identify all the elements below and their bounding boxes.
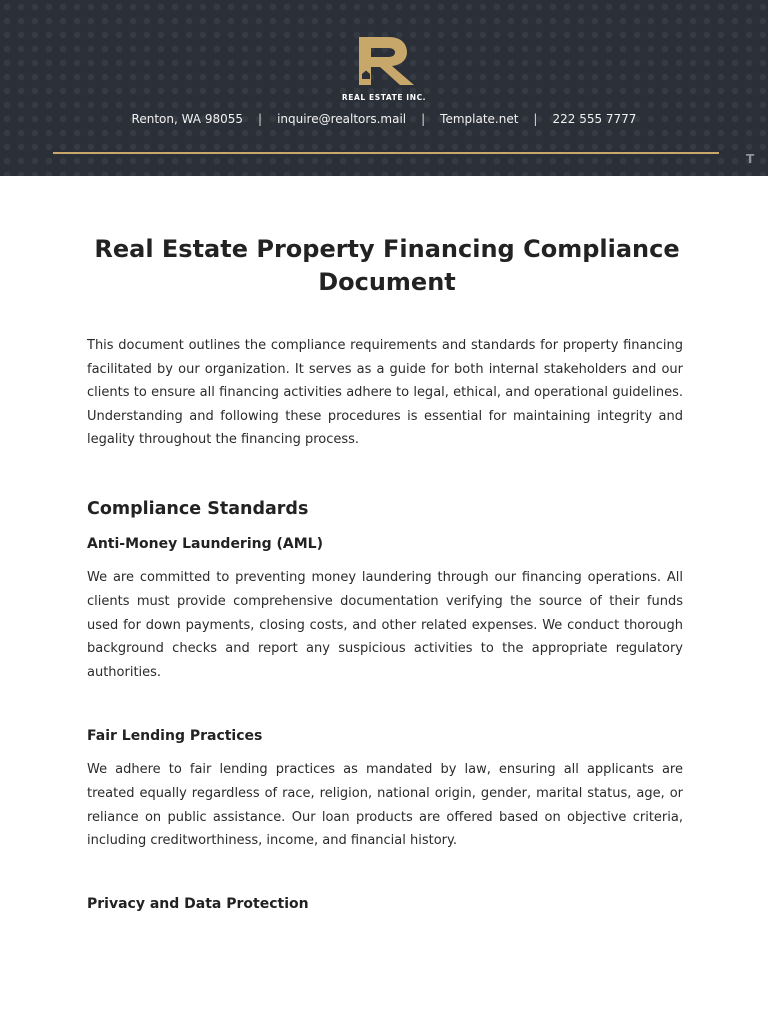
subheading-privacy: Privacy and Data Protection bbox=[87, 896, 309, 912]
r-house-monogram-icon bbox=[356, 34, 416, 88]
contact-separator: | bbox=[533, 112, 538, 126]
contact-website[interactable]: Template.net bbox=[440, 112, 519, 126]
subheading-fair-lending: Fair Lending Practices bbox=[87, 728, 263, 744]
paragraph-aml: We are committed to preventing money laundering through our financing operations. All clients must provide comprehensive documentation verifying the source of their funds used for down payments, closing costs, and other related expenses. We conduct thorough background checks and report any suspicious activities to the appropriate regulatory authorities. bbox=[87, 570, 683, 681]
letterhead-header bbox=[0, 0, 768, 176]
contact-separator: | bbox=[258, 112, 263, 126]
contact-address: Renton, WA 98055 bbox=[131, 112, 244, 126]
contact-email[interactable]: inquire@realtors.mail bbox=[277, 112, 407, 126]
header-divider bbox=[53, 152, 719, 154]
document-title: Real Estate Property Financing Compliance Document bbox=[94, 235, 680, 296]
section-heading-compliance-standards: Compliance Standards bbox=[87, 499, 309, 519]
intro-paragraph: This document outlines the compliance requirements and standards for property financing facilitated by our organization. It serves as a guide for both internal stakeholders and our clients to ensure all financing activities adhere to legal, ethical, and operational guidelines. Understanding and following these procedures is essential for maintaining integrity and legality throughout the financing process. bbox=[87, 338, 683, 448]
template-watermark: T bbox=[746, 152, 755, 166]
subheading-aml: Anti-Money Laundering (AML) bbox=[87, 536, 323, 552]
contact-phone: 222 555 7777 bbox=[552, 112, 637, 126]
contact-separator: | bbox=[421, 112, 426, 126]
paragraph-fair-lending: We adhere to fair lending practices as mandated by law, ensuring all applicants are treated equally regardless of race, religion, national origin, gender, marital status, age, or reliance on public assistance. Our loan products are offered based on objective criteria, including creditworthiness, income, and financial history. bbox=[87, 762, 683, 849]
company-name: REAL ESTATE INC. bbox=[341, 93, 427, 102]
contact-info bbox=[0, 112, 768, 126]
